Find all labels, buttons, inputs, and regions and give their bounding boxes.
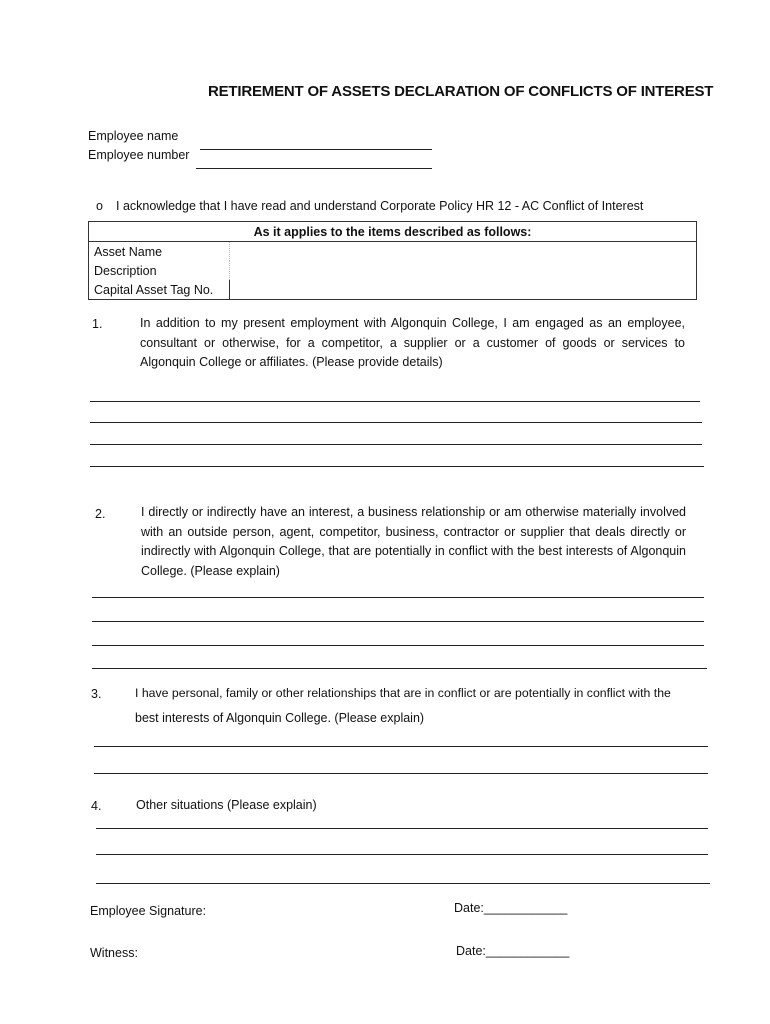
- section-2-number: 2.: [95, 507, 106, 521]
- section-1-number: 1.: [92, 317, 103, 331]
- section-4-text: Other situations (Please explain): [136, 798, 317, 812]
- section-2-answer-line[interactable]: [92, 645, 704, 646]
- section-2-text: I directly or indirectly have an interest, a business relationship or am otherwise materially involved with an outside person, agent, competitor, business, contractor or supplier that deals directly or indirectly with Algonquin College, that are potentially in conflict with the best interests of Algonquin College. (Please explain): [141, 505, 686, 578]
- witness-label: Witness:: [90, 946, 138, 960]
- section-4-answer-line[interactable]: [96, 828, 708, 829]
- acknowledge-checkbox[interactable]: o: [96, 199, 103, 213]
- asset-name-value[interactable]: [230, 242, 697, 262]
- employee-name-input[interactable]: [200, 133, 432, 150]
- section-1-answer-line[interactable]: [90, 466, 704, 467]
- section-1-answer-line[interactable]: [90, 444, 702, 445]
- section-1-text: In addition to my present employment with Algonquin College, I am engaged as an employee, consultant or otherwise, for a competitor, a supplier or a customer of goods or services to Algonquin College or affiliates. (Please provide details): [140, 316, 685, 369]
- employee-name-label: Employee name: [88, 129, 179, 143]
- capital-asset-tag-label: Capital Asset Tag No.: [89, 280, 230, 300]
- section-3-number: 3.: [91, 687, 102, 701]
- section-1-answer-line[interactable]: [90, 422, 702, 423]
- description-label: Description: [89, 261, 230, 280]
- section-3-text-line2: best interests of Algonquin College. (Please explain): [135, 711, 425, 725]
- description-value[interactable]: [230, 261, 697, 280]
- witness-date[interactable]: Date:____________: [456, 944, 570, 958]
- section-3-answer-line[interactable]: [94, 746, 708, 747]
- section-4-answer-line[interactable]: [96, 854, 708, 855]
- employee-number-input[interactable]: [196, 152, 432, 169]
- employee-signature-date[interactable]: Date:____________: [454, 901, 568, 915]
- page-title: RETIREMENT OF ASSETS DECLARATION OF CONFLICTS OF INTEREST: [208, 83, 714, 100]
- section-1-answer-line[interactable]: [90, 401, 700, 402]
- asset-table: [88, 221, 697, 300]
- section-3-answer-line[interactable]: [94, 773, 708, 774]
- section-2-answer-line[interactable]: [92, 621, 704, 622]
- capital-asset-tag-value[interactable]: [230, 280, 697, 300]
- acknowledge-text: I acknowledge that I have read and understand Corporate Policy HR 12 - AC Conflict of Interest: [116, 199, 644, 213]
- asset-table-header: As it applies to the items described as follows:: [89, 222, 697, 242]
- employee-signature-label: Employee Signature:: [90, 904, 207, 918]
- section-2-answer-line[interactable]: [92, 597, 704, 598]
- section-4-number: 4.: [91, 799, 102, 813]
- asset-name-label: Asset Name: [89, 242, 230, 262]
- section-4-answer-line[interactable]: [96, 883, 710, 884]
- employee-number-label: Employee number: [88, 148, 190, 162]
- section-3-text-line1: I have personal, family or other relationships that are in conflict or are potentially in conflict with the: [135, 686, 671, 700]
- section-2-answer-line[interactable]: [92, 668, 707, 669]
